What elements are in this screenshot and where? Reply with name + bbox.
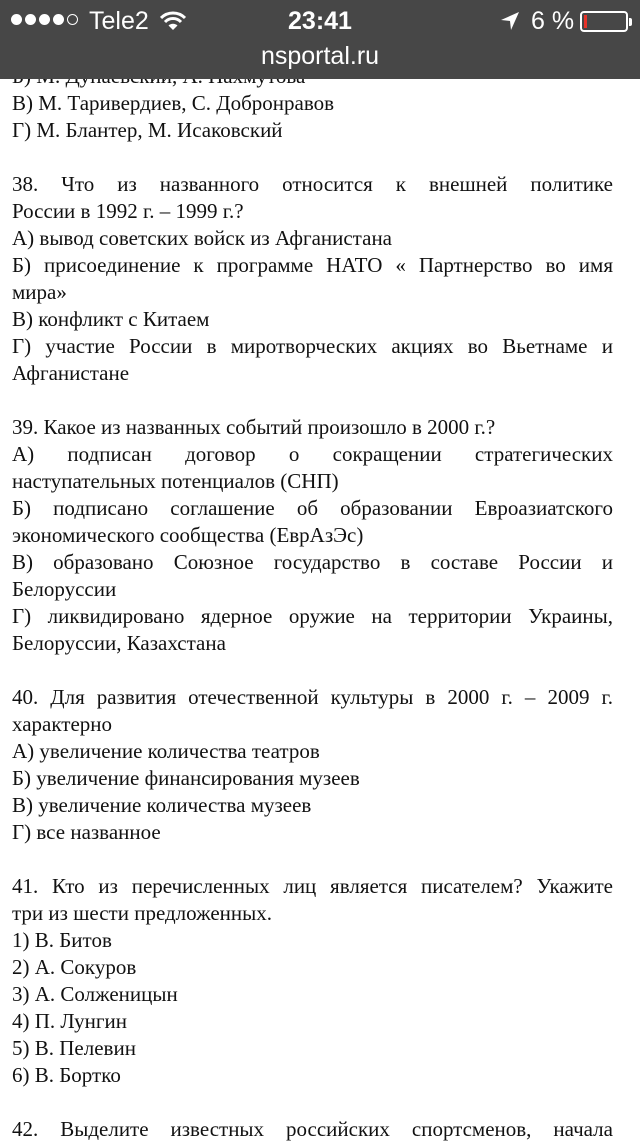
text-line: экономического сообщества (ЕврАзЭс) <box>12 523 364 547</box>
text-line: 3) А. Солженицын <box>12 982 178 1006</box>
text-line: 40. Для развития отечественной культуры в 2000 г. – 2009 г. <box>12 685 613 709</box>
text-line: Афганистане <box>12 361 130 385</box>
battery-icon <box>580 11 628 32</box>
text-line: мира» <box>12 280 67 304</box>
battery-level-fill <box>584 15 587 28</box>
text-line: Г) ликвидировано ядерное оружие на территории Украины, <box>12 604 613 628</box>
text-line: 5) В. Пелевин <box>12 1036 136 1060</box>
text-line: В) увеличение количества музеев <box>12 793 312 817</box>
text-line: Белоруссии <box>12 577 117 601</box>
text-line: Г) участие России в миротворческих акциях во Вьетнаме и <box>12 334 613 358</box>
text-line: Б) увеличение финансирования музеев <box>12 766 360 790</box>
carrier-name: Tele2 <box>89 7 149 35</box>
text-line: 6) В. Бортко <box>12 1063 121 1087</box>
text-line: В) образовано Союзное государство в составе России и <box>12 550 613 574</box>
text-line: Б) подписано соглашение об образовании Евроазиатского <box>12 496 613 520</box>
browser-top-bar <box>0 0 640 79</box>
location-arrow-icon <box>500 11 520 31</box>
text-line: В) конфликт с Китаем <box>12 307 210 331</box>
text-line: 39. Какое из названных событий произошло в 2000 г.? <box>12 415 496 439</box>
clock: 23:41 <box>288 7 352 35</box>
text-line: 1) В. Битов <box>12 928 112 952</box>
text-line: Г) все названное <box>12 820 161 844</box>
text-line: А) подписан договор о сокращении стратегических <box>12 442 613 466</box>
text-line: три из шести предложенных. <box>12 901 273 925</box>
text-line: Белоруссии, Казахстана <box>12 631 226 655</box>
text-line: России в 1992 г. – 1999 г.? <box>12 199 244 223</box>
text-line: А) увеличение количества театров <box>12 739 320 763</box>
text-line: Б) присоединение к программе НАТО « Партнерство во имя <box>12 253 613 277</box>
address-bar-url[interactable]: nsportal.ru <box>260 42 380 70</box>
text-line: 2) А. Сокуров <box>12 955 137 979</box>
text-line: Г) М. Блантер, М. Исаковский <box>12 118 283 142</box>
status-bar <box>0 0 640 42</box>
text-line: 41. Кто из перечисленных лиц является писателем? Укажите <box>12 874 613 898</box>
text-line: 4) П. Лунгин <box>12 1009 127 1033</box>
text-line: наступательных потенциалов (СНП) <box>12 469 339 493</box>
text-line: 38. Что из названного относится к внешней политике <box>12 172 613 196</box>
text-line: А) вывод советских войск из Афганистана <box>12 226 392 250</box>
text-line: В) М. Таривердиев, С. Добронравов <box>12 91 335 115</box>
battery-percentage: 6 % <box>531 7 575 35</box>
text-line: характерно <box>12 712 113 736</box>
text-line: 42. Выделите известных российских спортсменов, начала <box>12 1117 613 1141</box>
